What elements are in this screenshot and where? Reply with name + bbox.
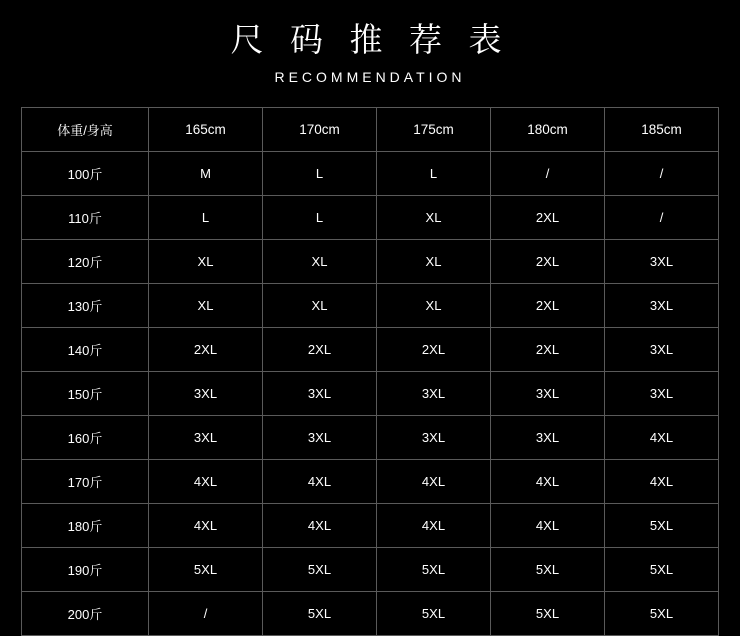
size-cell: L	[263, 196, 377, 240]
page-header	[0, 0, 740, 88]
table-row	[22, 548, 719, 592]
size-table-head	[22, 108, 719, 152]
size-cell: /	[491, 152, 605, 196]
table-row	[22, 328, 719, 372]
column-header-180cm: 180cm	[491, 108, 605, 152]
size-table	[21, 107, 719, 636]
size-cell: 3XL	[605, 240, 719, 284]
size-cell: 4XL	[491, 460, 605, 504]
row-label: 200斤	[22, 592, 149, 636]
table-row	[22, 372, 719, 416]
size-cell: 5XL	[605, 504, 719, 548]
size-cell: 3XL	[605, 284, 719, 328]
row-label: 100斤	[22, 152, 149, 196]
size-cell: 3XL	[149, 372, 263, 416]
page-subtitle: RECOMMENDATION	[274, 69, 466, 85]
size-cell: 4XL	[605, 460, 719, 504]
size-cell: 3XL	[377, 416, 491, 460]
size-cell: 3XL	[263, 416, 377, 460]
size-cell: 5XL	[149, 548, 263, 592]
size-cell: 2XL	[377, 328, 491, 372]
size-cell: 2XL	[491, 196, 605, 240]
size-cell: 5XL	[605, 548, 719, 592]
row-label: 190斤	[22, 548, 149, 592]
row-label: 180斤	[22, 504, 149, 548]
size-cell: 5XL	[491, 548, 605, 592]
size-cell: XL	[377, 284, 491, 328]
size-cell: /	[605, 152, 719, 196]
table-row	[22, 460, 719, 504]
row-label: 140斤	[22, 328, 149, 372]
size-cell: 2XL	[149, 328, 263, 372]
row-label: 130斤	[22, 284, 149, 328]
size-cell: 3XL	[263, 372, 377, 416]
row-label: 170斤	[22, 460, 149, 504]
table-row	[22, 592, 719, 636]
size-cell: L	[149, 196, 263, 240]
size-cell: 4XL	[377, 460, 491, 504]
size-cell: 5XL	[263, 548, 377, 592]
size-cell: 4XL	[149, 504, 263, 548]
size-cell: XL	[263, 284, 377, 328]
table-row	[22, 196, 719, 240]
size-cell: 4XL	[605, 416, 719, 460]
size-cell: 5XL	[263, 592, 377, 636]
size-cell: 5XL	[377, 548, 491, 592]
table-row	[22, 152, 719, 196]
size-cell: 4XL	[263, 460, 377, 504]
row-label: 150斤	[22, 372, 149, 416]
size-cell: 2XL	[491, 328, 605, 372]
table-header-row	[22, 108, 719, 152]
size-cell: 4XL	[491, 504, 605, 548]
size-cell: 5XL	[377, 592, 491, 636]
size-cell: 2XL	[491, 284, 605, 328]
column-header-175cm: 175cm	[377, 108, 491, 152]
size-cell: XL	[149, 240, 263, 284]
size-cell: M	[149, 152, 263, 196]
size-table-body	[22, 152, 719, 636]
row-label: 120斤	[22, 240, 149, 284]
column-header-170cm: 170cm	[263, 108, 377, 152]
page-title: 尺 码 推 荐 表	[230, 20, 510, 59]
table-row	[22, 240, 719, 284]
size-cell: 3XL	[491, 372, 605, 416]
size-cell: 5XL	[605, 592, 719, 636]
table-row	[22, 416, 719, 460]
size-cell: 3XL	[605, 328, 719, 372]
size-cell: 4XL	[149, 460, 263, 504]
size-cell: /	[149, 592, 263, 636]
size-cell: /	[605, 196, 719, 240]
size-cell: 2XL	[263, 328, 377, 372]
size-cell: 3XL	[491, 416, 605, 460]
size-cell: L	[263, 152, 377, 196]
table-row	[22, 504, 719, 548]
size-cell: 4XL	[263, 504, 377, 548]
column-header-weight-height: 体重/身高	[22, 108, 149, 152]
row-label: 110斤	[22, 196, 149, 240]
size-cell: 3XL	[605, 372, 719, 416]
size-cell: XL	[377, 196, 491, 240]
size-cell: 2XL	[491, 240, 605, 284]
size-cell: XL	[149, 284, 263, 328]
row-label: 160斤	[22, 416, 149, 460]
size-cell: 5XL	[491, 592, 605, 636]
size-cell: 3XL	[149, 416, 263, 460]
table-row	[22, 284, 719, 328]
column-header-185cm: 185cm	[605, 108, 719, 152]
size-cell: 3XL	[377, 372, 491, 416]
size-cell: 4XL	[377, 504, 491, 548]
size-table-wrapper	[21, 107, 719, 636]
size-cell: XL	[377, 240, 491, 284]
size-cell: XL	[263, 240, 377, 284]
column-header-165cm: 165cm	[149, 108, 263, 152]
size-cell: L	[377, 152, 491, 196]
